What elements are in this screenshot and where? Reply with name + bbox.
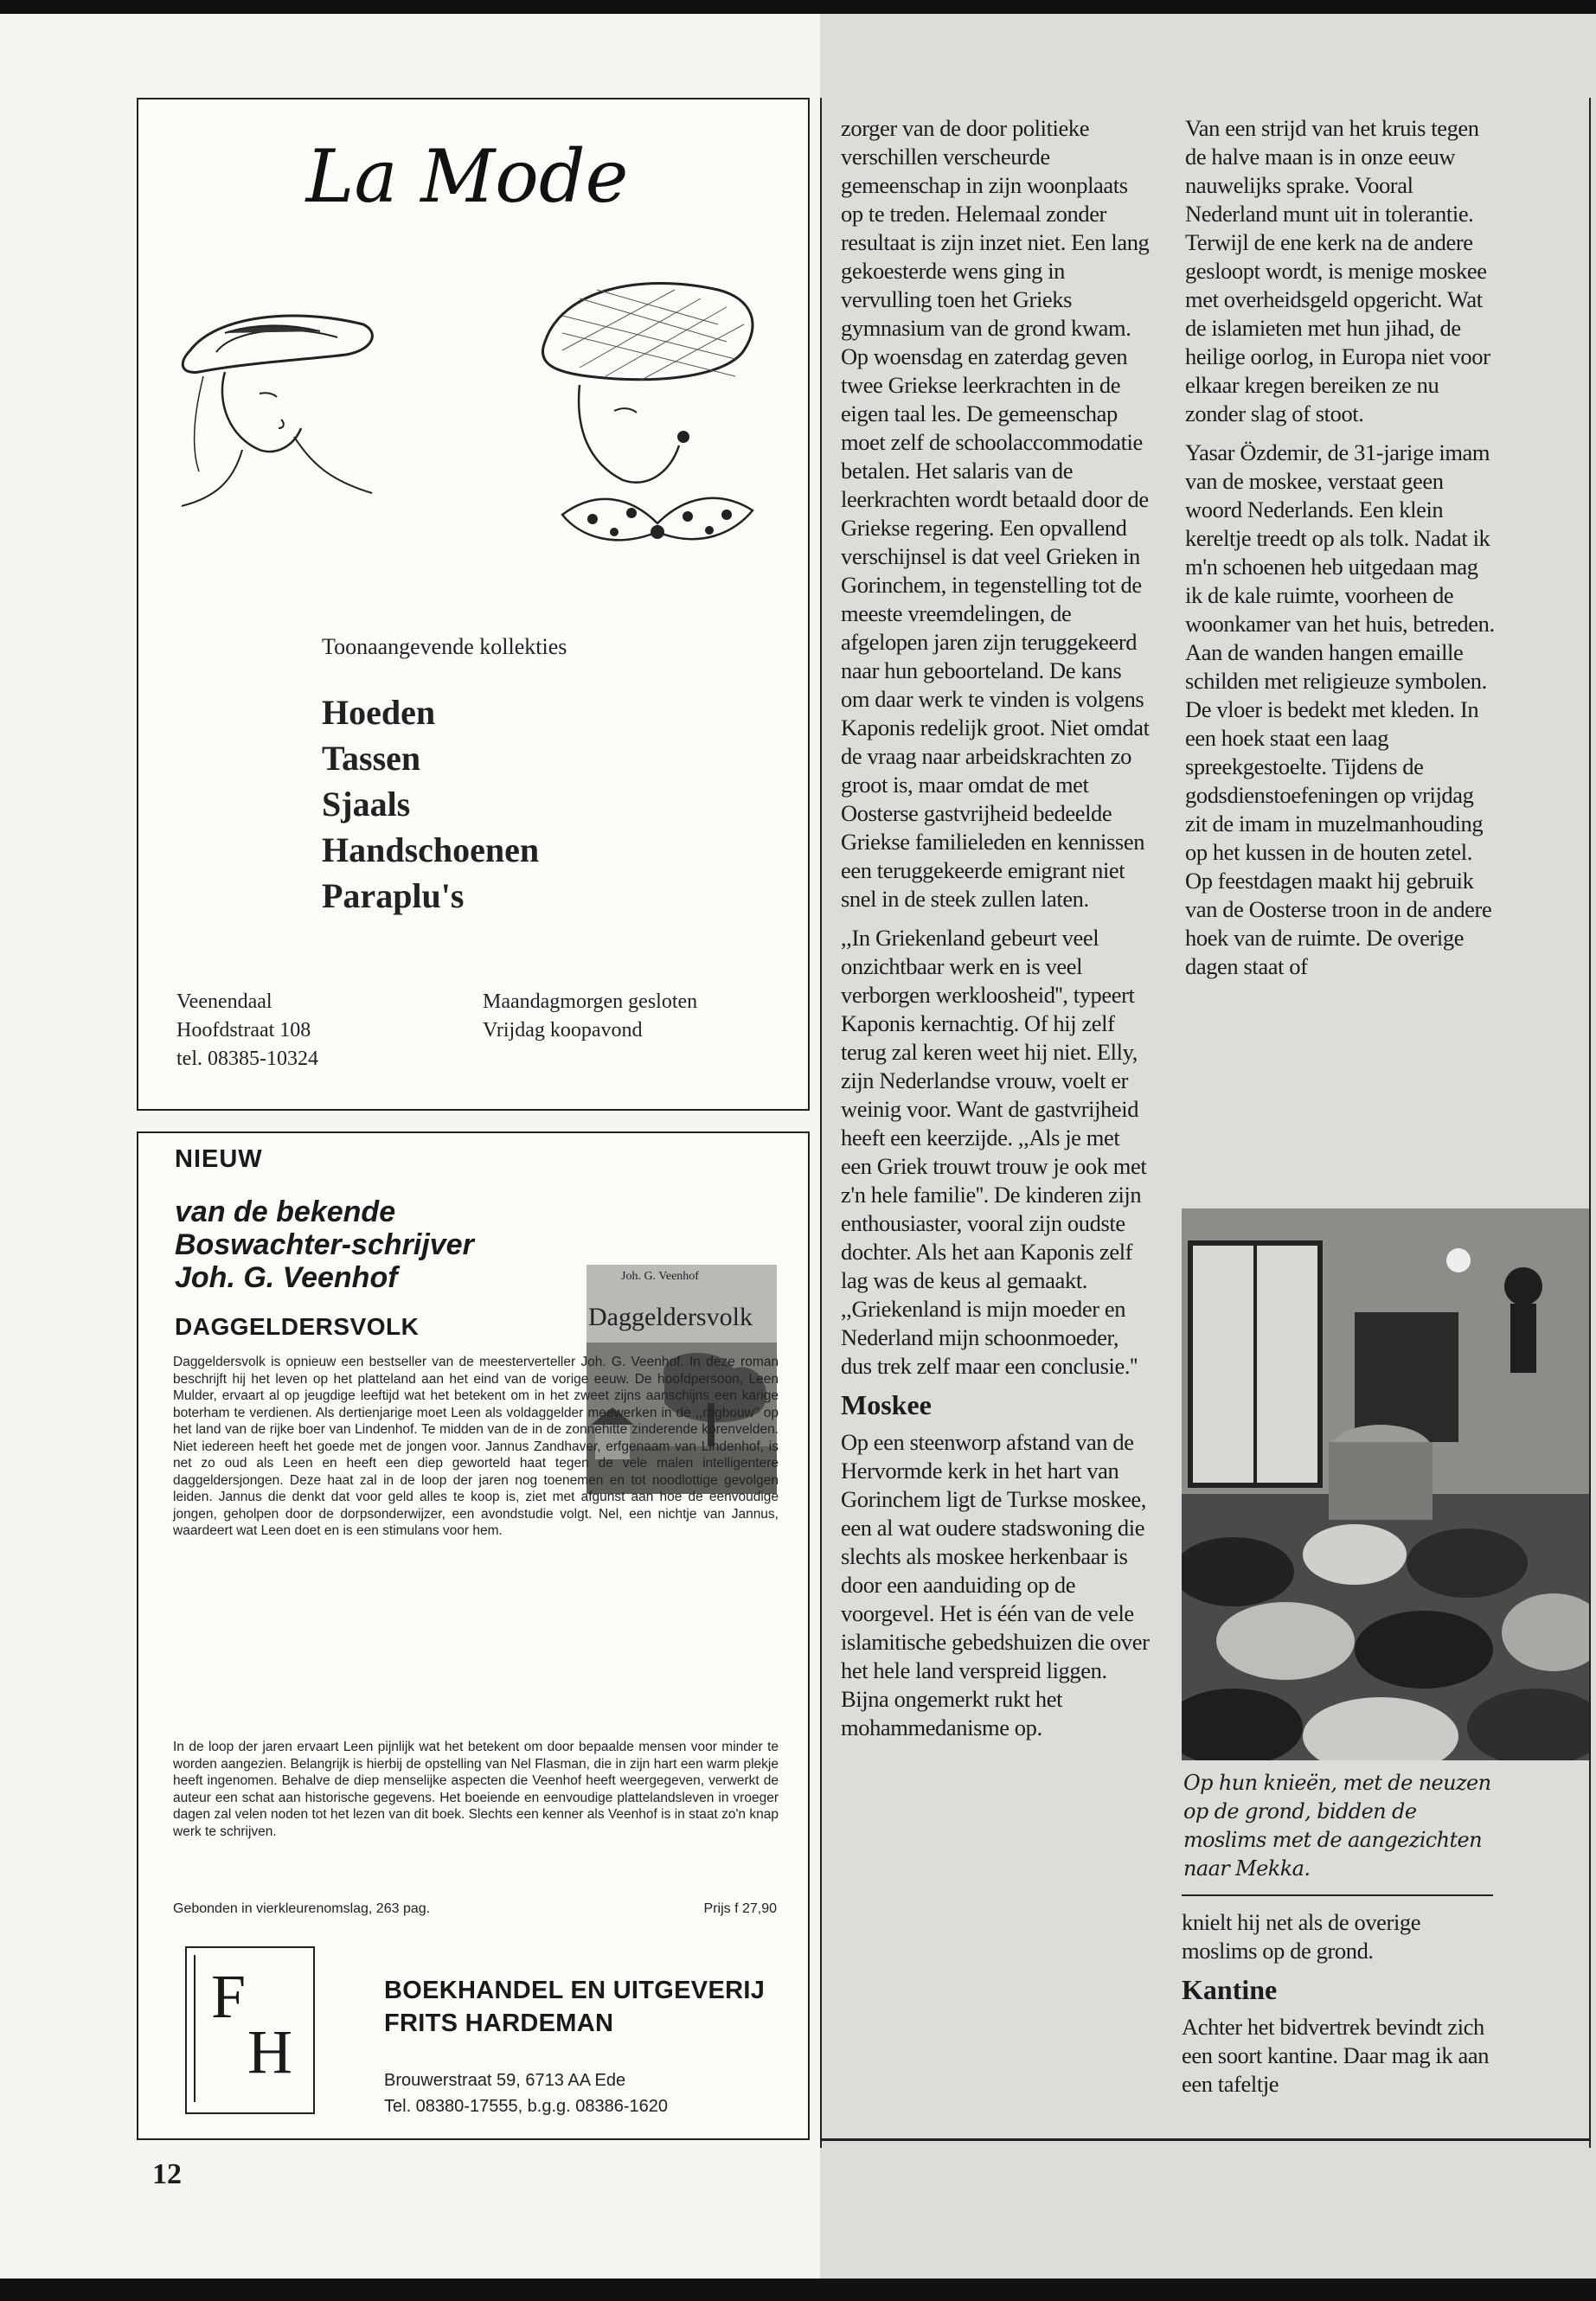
headline-line: Boswachter-schrijver (175, 1228, 474, 1261)
article-paragraph: Op een steenworp afstand van de Hervormde kerk in het hart van Gorinchem ligt de Turkse moskee, een al wat oudere stadswoning die slechts als moskee herkenbaar is door een aanduiding op de voorgevel. Het is één van de vele islamitische gebedshuizen die over het hele land verspreid liggen. Bijna ongemerkt rukt het mohammedanisme op. (841, 1429, 1150, 1740)
la-mode-item: Paraplu's (322, 876, 465, 915)
publisher-line: BOEKHANDEL EN UITGEVERIJ (384, 1977, 766, 2004)
book-description-continued: In de loop der jaren ervaart Leen pijnlijk wat het betekent om door bepaalde mensen voor minder te worden aangezien. Belangrijk is hierbij de opstelling van Nel Flasman, die in zijn hart een warm plekje heeft ingenomen. Behalve de diep menselijke aspecten die Veenhof heeft weergegeven, verwerkt de auteur een schat aan historische gegevens. Het boeiende en eenvoudige plattelandsleven in vroeger dagen zal velen noden tot het lezen van dit boek. Slechts een kenner als Veenhof is in staat zo'n knap werk te schrijven. (173, 1740, 779, 1839)
hours-line: Vrijdag koopavond (483, 1019, 643, 1042)
fh-logo-letter: H (247, 2017, 292, 2086)
book-price: Prijs f 27,90 (703, 1901, 777, 1916)
book-cover-title: Daggeldersvolk (588, 1303, 753, 1331)
article-paragraph: zorger van de door politieke verschillen verscheurde gemeenschap in zijn woonplaats op te treden. Helemaal zonder resultaat is zijn inzet niet. Een lang gekoesterde wens ging in vervulling toen het Grieks gymnasium van de grond kwam. Op woensdag en zaterdag geven twee Griekse leerkrachten in de eigen taal les. De gemeenschap moet zelf de schoolaccommodatie betalen. Het salaris van de leerkrachten wordt betaald door de Griekse regering. Een opvallend verschijnsel is dat veel Grieken in Gorinchem, in tegenstelling tot de meeste vreemdelingen, de afgelopen jaren zijn teruggekeerd naar hun geboorteland. De kans om daar werk te vinden is volgens Kaponis redelijk groot. Niet omdat de vraag naar arbeidskrachten zo groot is, maar omdat de met Oosterse gastvrijheid bedeelde Griekse familieleden en kennissen een teruggekeerde emigrant niet snel in de steek zullen laten. (841, 115, 1150, 912)
page-number: 12 (152, 2158, 182, 2190)
top-border (0, 0, 1596, 14)
mosque-photo (1182, 1208, 1589, 1760)
article-paragraph: knielt hij net als de overige moslims op de grond. (1182, 1909, 1421, 1964)
publisher-phone: Tel. 08380-17555, b.g.g. 08386-1620 (384, 2097, 669, 2116)
address-line: Hoofdstraat 108 (176, 1019, 311, 1042)
publisher-address: Brouwerstraat 59, 6713 AA Ede (384, 2071, 626, 2090)
article-paragraph: Yasar Özdemir, de 31-jarige imam van de moskee, verstaat geen woord Nederlands. Een klein kereltje treedt op als tolk. Nadat ik m'n schoenen heb uitgedaan mag ik de kale ruimte, voorheen de woonkamer van het huis, betreden. Aan de wanden hangen emaille schilden met religieuze symbolen. De vloer is bedekt met kleden. In een hoek staat een laag spreekgestoelte. Tijdens de godsdienstoefeningen op vrijdag zit de imam in muzelmanhouding op het kussen in de houten zetel. Op feestdagen maakt hij gebruik van de Oosterse troon in de andere hoek van de ruimte. De overige dagen staat of (1185, 439, 1495, 979)
article-paragraph: Achter het bidvertrek bevindt zich een soort kantine. Daar mag ik aan een tafeltje (1182, 2014, 1490, 2097)
la-mode-items (322, 689, 539, 919)
book-cover-author: Joh. G. Veenhof (621, 1270, 699, 1283)
book-ad (137, 1131, 810, 2140)
address-line: tel. 08385-10324 (176, 1048, 318, 1070)
publisher-name (384, 1974, 765, 2040)
la-mode-item: Hoeden (322, 693, 436, 732)
article-column-2-continued (1182, 1908, 1495, 2109)
caption-rule (1182, 1894, 1493, 1896)
hours-line: Maandagmorgen gesloten (483, 990, 698, 1013)
article-frame (820, 98, 822, 2148)
headline-line: van de bekende (175, 1195, 396, 1228)
publisher-line: FRITS HARDEMAN (384, 2009, 614, 2037)
la-mode-item: Tassen (322, 739, 421, 778)
article-paragraph: Van een strijd van het kruis tegen de halve maan is in onze eeuw nauwelijks sprake. Vooral Nederland munt uit in tolerantie. Terwijl de ene kerk na de andere gesloopt wordt, is menige moskee met overheidsgeld opgericht. Wat de islamieten met hun jihad, de heilige oorlog, in Europa niet voor elkaar kregen bereiken ze nu zonder slag of stoot. (1185, 115, 1490, 426)
fh-logo-letter: F (211, 1962, 247, 2031)
la-mode-ad (137, 98, 810, 1111)
article-frame-bottom (820, 2138, 1591, 2141)
book-description: Daggeldersvolk is opnieuw een bestseller van de meesterverteller Joh. G. Veenhof. In deze roman beschrijft hij het leven op het platteland aan het eind van de vorige eeuw. De hoofdpersoon, Leen Mulder, ervaart al op jeugdige leeftijd wat het betekent om in het zweet zijns aanschijns een karige boterham te verdienen. Als dertienjarige moet Leen als voldaggelder meewerken in de ,,rogbouw'' op het land van de rijke boer van Lindenhof. Te midden van de in de zonnehitte zinderende korenvelden. Niet iedereen heeft het goede met de jongen voor. Jannus Zandhaver, erfgenaam van Lindenhof, is net zo oud als Leen en heeft een diep geworteld haat tegen de vele malen intelligentere daggeldersjongen. Deze haat zal in de loop der jaren nog toenemen en tot noodlottige gevolgen leiden. Jannus die denkt dat voor geld alles te koop is, ziet met afgunst aan hoe de eenvoudige jongen, geholpen door de dorpsonderwijzer, een avondstudie volgt. Nel, een nichtje van Jannus, waardeert wat Leen doet en is een stimulans voor hem. (173, 1355, 779, 1538)
la-mode-hours (483, 988, 697, 1045)
article-column-1 (841, 114, 1154, 1753)
book-ad-label: NIEUW (175, 1145, 263, 1173)
heading-kantine: Kantine (1182, 1974, 1278, 2005)
headline-line: Joh. G. Veenhof (175, 1261, 398, 1294)
address-line: Veenendaal (176, 990, 272, 1013)
book-binding: Gebonden in vierkleurenomslag, 263 pag. (173, 1901, 431, 1916)
la-mode-item: Sjaals (322, 785, 411, 824)
woman-with-veil-illustration (528, 272, 770, 567)
photo-caption: Op hun knieën, met de neuzen op de grond, bidden de moslims met de aangezichten naar Mekka. (1183, 1771, 1491, 1881)
article-paragraph: ,,In Griekenland gebeurt veel onzichtbaar werk en is veel verborgen werkloosheid'', typeert Kaponis kernachtig. Of hij zelf terug zal keren weet hij niet. Elly, zijn Nederlandse vrouw, voelt er weinig voor. Want de gastvrijheid heeft een keerzijde. ,,Als je met een Griek trouwt trouw je ook met z'n hele familie''. De kinderen zijn enthousiaster, vooral zijn oudste dochter. Als het aan Kaponis zelf lag was de keus al gemaakt. ,,Griekenland is mijn moeder en Nederland mijn schoonmoeder, dus trek zelf maar een conclusie.'' (841, 925, 1147, 1379)
woman-with-hat-illustration (164, 298, 407, 515)
la-mode-item: Handschoenen (322, 830, 540, 869)
bottom-border (0, 2279, 1596, 2301)
book-title: DAGGELDERSVOLK (175, 1313, 420, 1340)
fh-logo (185, 1946, 315, 2114)
la-mode-tagline: Toonaangevende kollekties (322, 634, 567, 659)
book-ad-headline (175, 1195, 474, 1294)
article-frame-right (1589, 98, 1591, 2148)
heading-moskee: Moskee (841, 1389, 932, 1420)
la-mode-address (176, 988, 318, 1074)
la-mode-logo: La Mode (305, 134, 629, 219)
article-column-2 (1185, 114, 1498, 991)
